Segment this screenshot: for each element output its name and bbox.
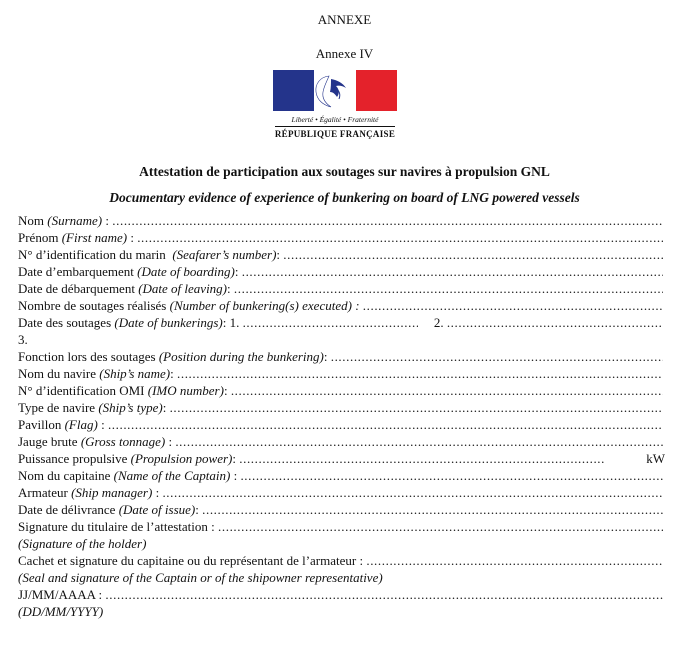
field-ship-type: Type de navire (Ship’s type): ..... [18,399,665,416]
dotted-fill [177,365,663,382]
tricolor-flag [273,70,397,111]
dotted-fill [202,501,663,518]
dotted-fill [105,586,663,603]
field-imo-number: N° d’identification OMI (IMO number): ..... [18,382,665,399]
field-holder-signature: Signature du titulaire de l’attestation : ..... [18,518,665,535]
republique-francaise-logo [273,70,397,146]
dotted-fill [242,263,663,280]
field-ship-manager: Armateur (Ship manager) : ..... [18,484,665,501]
field-captain-name: Nom du capitaine (Name of the Captain) : ..... [18,467,665,484]
dotted-fill [175,433,663,450]
republic-name: RÉPUBLIQUE FRANÇAISE [274,129,396,139]
dotted-fill [108,416,663,433]
field-propulsion-power: Puissance propulsive (Propulsion power): ..... kW [18,450,665,467]
field-leaving-date: Date de débarquement (Date of leaving): ..... [18,280,665,297]
field-flag: Pavillon (Flag) : ..... [18,416,665,433]
dotted-fill [366,552,663,569]
dotted-fill [243,314,418,331]
republic-motto: Liberté • Égalité • Fraternité [291,115,379,124]
field-date-format: JJ/MM/AAAA : ..... [18,586,665,603]
power-unit: kW [646,451,665,466]
annex-heading: ANNEXE [317,12,372,27]
dotted-fill [240,467,663,484]
field-ship-name: Nom du navire (Ship’s name): ..... [18,365,665,382]
field-seafarer-number: N° d’identification du marin (Seafarer’s number): ..... [18,246,665,263]
dotted-fill [231,382,663,399]
dotted-fill [112,212,663,229]
field-captain-seal-en: (Seal and signature of the Captain or of the shipowner representative) [18,570,383,585]
dotted-fill [218,518,663,535]
annex-subheading: Annexe IV [315,46,374,61]
document-title: Attestation de participation aux soutages sur navires à propulsion GNL [139,164,550,179]
field-boarding-date: Date d’embarquement (Date of boarding): ..... [18,263,665,280]
field-bunkering-dates: Date des soutages (Date of bunkerings): 1. ..... 2. ..... [18,314,665,331]
field-gross-tonnage: Jauge brute (Gross tonnage) : ..... [18,433,665,450]
field-position: Fonction lors des soutages (Position during the bunkering): ..... [18,348,665,365]
field-first-name: Prénom (First name) : ..... [18,229,665,246]
field-bunkering-count: Nombre de soutages réalisés (Number of bunkering(s) executed) : ..... [18,297,665,314]
dotted-fill [162,484,663,501]
field-issue-date: Date de délivrance (Date of issue): ..... [18,501,665,518]
document-subtitle: Documentary evidence of experience of bunkering on board of LNG powered vessels [109,190,580,205]
dotted-fill [137,229,663,246]
field-date-format-en: (DD/MM/YYYY) [18,604,104,619]
dotted-fill [447,314,663,331]
field-surname: Nom (Surname) : ..... [18,212,665,229]
field-captain-seal: Cachet et signature du capitaine ou du représentant de l’armateur : ..... [18,552,665,569]
marianne-profile-icon [273,70,397,111]
dotted-fill [234,280,663,297]
dotted-fill [331,348,663,365]
dotted-fill [363,297,663,314]
dotted-fill [239,450,604,467]
field-bunkering-date-3: 3. [18,332,28,347]
dotted-fill [283,246,663,263]
field-holder-signature-en: (Signature of the holder) [18,536,147,551]
dotted-fill [170,399,663,416]
